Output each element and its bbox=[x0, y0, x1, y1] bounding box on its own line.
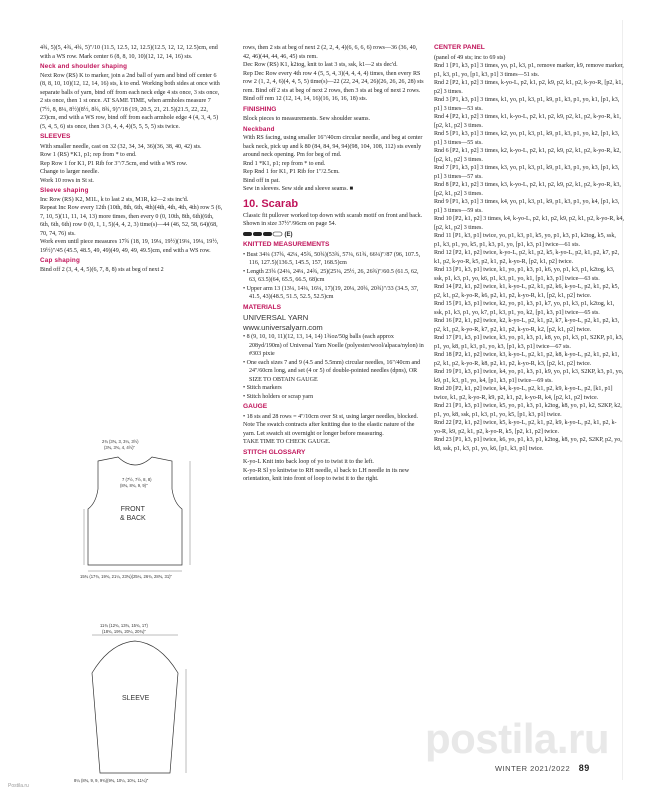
round-instruction: Rnd 3 [P1, k3, p1] 3 times, k1, yo, p1, k3, p1, k9, p1, k3, p1, yo, k1, [p1, k3, p1] 3 times—53 sts. bbox=[434, 97, 620, 112]
paragraph-cap-rows: rows, then 2 sts at beg of next 2 (2, 2, 4, 4)(6, 6, 6, 6) rows—36 (36, 40, 42, 46)(44, 44, 46, 45) sts rem. bbox=[243, 45, 418, 60]
yarn-brand: UNIVERSAL YARN bbox=[243, 313, 309, 322]
heading-gauge: GAUGE bbox=[243, 403, 268, 410]
paragraph-gauge-note: Note The swatch contracts after knitting due to the elastic nature of the yarn. Let swatch sit overnight or longer before measuring. bbox=[243, 422, 415, 437]
paragraph-finishing: Block pieces to measurements. Sew shoulder seams. bbox=[243, 116, 370, 122]
round-instruction: Rnd 13 [P1, k3, p1] twice, k1, yo, p1, k3, p1, k6, yo, p1, k3, p1, k2tog, k3, ssk, p1, k3, p1, yo, k6, p1, k3, p1, yo, k1, [p1, k3, p1] twice—63 sts. bbox=[434, 267, 615, 282]
round-instruction: Rnd 5 [P1, k3, p1] 3 times, k2, yo, p1, k3, p1, k9, p1, k3, p1, yo, k2, [p1, k3, p1] 3 times—55 sts. bbox=[434, 131, 620, 146]
material-needles: • One each sizes 7 and 9 (4.5 and 5.5mm) circular needles, 16"/40cm and 24"/60cm long, and set (4 or 5) of double-pointed needles (dpns), OR SIZE TO OBTAIN GAUGE bbox=[243, 359, 421, 383]
material-yarn: • 8 (9, 10, 10, 11)(12, 13, 14, 14) 1¾oz/50g balls (each approx 208yd/190m) of Universal Yarn Noelle (polyester/wool/alpaca/nylon) in #303 pixie bbox=[243, 334, 424, 357]
corner-note: Postila.ru bbox=[8, 783, 29, 789]
heading-cap-shaping: Cap shaping bbox=[40, 257, 80, 264]
neck-measure-2: (8¾, 8¾, 9, 9)" bbox=[120, 483, 148, 488]
paragraph-inc-row: Inc Row (RS) K2, M1L, k to last 2 sts, M1R, k2—2 sts inc'd. bbox=[40, 196, 189, 203]
round-instruction: Rnd 21 [P1, k3, p1] twice, k5, yo, p1, k3, p1, k2tog, k8, yo, p1, k2, S2KP, k2, p1, yo, k8, ssk, p1, k3, p1, yo, k5, [p1, k3, p1] twice. bbox=[434, 403, 622, 418]
measure-length: • Length 23¾ (24¼, 24¼, 24¾, 25)(25¼, 25½, 26, 26¾)"/60.5 (61.5, 62, 63, 63.5)(64, 65.5, 66.5, 68)cm bbox=[243, 268, 419, 283]
paragraph-repeat-inc: Repeat Inc Row every 12th (10th, 8th, 6th, 4th)(4th, 4th, 4th, 4th) row 5 (6, 7, 10, 5)(11, 11, 14, 13) more times, then every 0 (0, 10th, 8th, 6th)(6th, 6th, 6th, 6th) row 0 (0, 1, 1, 5)(4, 4, 2, 3) time(s)—44 (46, 52, 58, 64)(68, 70, 74, 76) sts. bbox=[40, 205, 223, 237]
heading-neckband: Neckband bbox=[243, 125, 275, 133]
paragraph-sew: Sew in sleeves. Sew side and sleeve seams. ■ bbox=[243, 186, 354, 192]
heading-materials: MATERIALS bbox=[243, 303, 281, 311]
measure-bust: • Bust 34¼ (37¾, 42¼, 45¾, 50¾)(53¾, 57¼, 61¾, 66¼)"/87 (96, 107.5, 116, 127.5)(136.5, 145.5, 157, 168.5)cm bbox=[243, 251, 421, 266]
paragraph-intro: 4¾, 5)(5, 4¾, 4¾, 5)"/10 (11.5, 12.5, 12, 12.5)(12.5, 12, 12, 12.5)cm, end with a WS row. Mark center 6 (8, 8, 10, 10)(12, 12, 14, 16) sts. bbox=[40, 45, 218, 60]
paragraph-rep-rnd: Rep Rnd 1 for K1, P1 Rib for 1"/2.5cm. bbox=[243, 169, 340, 175]
paragraph-bind-pat: Bind off in pat. bbox=[243, 177, 280, 184]
column-left bbox=[40, 44, 223, 274]
paragraph-dec-row: Dec Row (RS) K1, k2tog, knit to last 3 sts, ssk, k1—2 sts dec'd. bbox=[243, 62, 398, 68]
sleeve-label: SLEEVE bbox=[122, 695, 150, 702]
front-back-label: FRONT & BACK bbox=[120, 506, 146, 522]
heading-sleeves: SLEEVES bbox=[40, 133, 71, 140]
paragraph-sleeves-rib: Rep Row 1 for K1, P1 Rib for 3"/7.5cm, end with a WS row. bbox=[40, 160, 188, 167]
footer-season: WINTER 2021/2022 bbox=[495, 764, 571, 773]
material-holders: • Stitch holders or scrap yarn bbox=[243, 393, 314, 400]
paragraph-take-time: TAKE TIME TO CHECK GAUGE. bbox=[243, 439, 331, 445]
sleeve-outline bbox=[92, 641, 178, 773]
column-right bbox=[434, 44, 624, 453]
sleeve-top-measure-1: 11¾ (12¾, 13¾, 15¾, 17) bbox=[100, 623, 148, 628]
round-instruction: Rnd 16 [P2, k1, p2] twice, k2, k-yo-L, p2, k1, p2, k7, k-yo-L, p2, k1, p2, k3, p2, k1, p2, k-yo-R, k7, p2, k1, p2, k-yo-R, k2, [p2, k1, p2] twice. bbox=[434, 318, 620, 333]
round-instruction: Rnd 6 [P2, k1, p2] 3 times, k2, k-yo-L, p2, k1, p2, k9, p2, k1, p2, k-yo-R, k2, [p2, k1, p2] 3 times. bbox=[434, 148, 621, 163]
round-list bbox=[434, 62, 624, 453]
sleeve-top-measure-2: (18¾, 19¾, 20¼, 20¾)" bbox=[102, 629, 146, 634]
yarn-url[interactable]: www.universalyarn.com bbox=[243, 323, 323, 332]
skill-level-bars-icon bbox=[243, 231, 283, 237]
round-instruction: Rnd 23 [P1, k3, p1] twice, k6, yo, p1, k3, p1, k2tog, k8, yo, p2, S2KP, p2, yo, k8, ssk, p1, k3, p1, yo, k6, [p1, k3, p1] twice. bbox=[434, 437, 622, 452]
paragraph-bind-rem: Bind off rem 12 (12, 14, 14, 16)(16, 16, 16, 18) sts. bbox=[243, 96, 368, 102]
skill-level-label: (E) bbox=[284, 231, 293, 238]
heading-finishing: FINISHING bbox=[243, 105, 277, 113]
paragraph-gauge: • 18 sts and 28 rows = 4"/10cm over St st, using larger needles, blocked. bbox=[243, 413, 418, 420]
round-instruction: Rnd 18 [P2, k1, p2] twice, k3, k-yo-L, p2, k1, p2, k8, k-yo-L, p2, k1, p2, k1, p2, k1, p2, k-yo-R, k8, p2, k1, p2, k-yo-R, k3, [p2, k1, p2] twice. bbox=[434, 352, 620, 367]
measure-upper-arm: • Upper arm 13 (13¼, 14¼, 16¼, 17)(19, 20¼, 20¾, 20¾)"/33 (34.5, 37, 41.5, 43)(48.5, 51.5, 52.5, 52.5)cm bbox=[243, 285, 419, 300]
heading-neck-shaping: Neck and shoulder shaping bbox=[40, 63, 128, 70]
front-top-measure-1: 2¾ (3¾, 3, 3¼, 3½) bbox=[102, 439, 139, 444]
page-number: 89 bbox=[578, 763, 590, 773]
round-instruction: Rnd 22 [P2, k1, p2] twice, k5, k-yo-L, p2, k1, p2, k9, k-yo-L, p2, k1, p2, k-yo-R, k9, p2, k1, p2, k-yo-R, k5, [p2, k1, p2] twice. bbox=[434, 420, 617, 435]
paragraph-neck: Next Row (RS) K to marker, join a 2nd ball of yarn and bind off center 6 (8, 8, 10, 10)(12, 12, 14, 16) sts, k to end. Working both sides at once with separate balls of yarn, bind off from each neck edge 4 sts once, 3 sts once, 2 sts once, then 1 st once. AT SAME TIME, when armholes measure 7 (7½, 8, 8¼, 8½)(8½, 8¾, 8¾, 9)"/18 (19, 20.5, 21, 21.5)(21.5, 22, 22, 23)cm, end with a WS row, bind off from each armhole edge 4 (4, 3, 4, 5)(5, 4, 5, 6) sts once, then 3 (3, 4, 4, 4)(5, 5, 5, 5) sts twice. bbox=[40, 72, 220, 130]
round-instruction: Rnd 7 [P1, k3, p1] 3 times, k3, yo, p1, k3, p1, k9, p1, k3, p1, yo, k3, [p1, k3, p1] 3 times—57 sts. bbox=[434, 165, 620, 180]
round-instruction: Rnd 4 [P2, k1, p2] 3 times, k1, k-yo-L, p2, k1, p2, k9, p2, k1, p2, k-yo-R, k1, [p2, k1, p2] 3 times. bbox=[434, 114, 621, 129]
watermark-logo: postila.ru bbox=[425, 715, 610, 762]
round-instruction: Rnd 8 [P2, k1, p2] 3 times, k3, k-yo-L, p2, k1, p2, k9, p2, k1, p2, k-yo-R, k3, [p2, k1, p2] 3 times. bbox=[434, 182, 621, 197]
paragraph-sleeves-change: Change to larger needle. bbox=[40, 169, 99, 175]
front-bottom-measure: 15¾ (17¾, 19¾, 21¼, 23¾)(25¼, 26¾, 28¾, 31)" bbox=[80, 574, 173, 579]
paragraph-rnd1: Rnd 1 *K1, p1; rep from * to end. bbox=[243, 160, 326, 167]
heading-center-panel: CENTER PANEL bbox=[434, 44, 485, 51]
round-instruction: Rnd 15 [P1, k3, p1] twice, k2, yo, p1, k3, p1, k7, yo, p1, k3, p1, k2tog, k1, ssk, p1, k3, p1, yo, k7, p1, k3, p1, yo, k2, [p1, k3, p1] twice—65 sts. bbox=[434, 301, 615, 316]
paragraph-sleeves-st: Work 10 rows in St st. bbox=[40, 177, 94, 184]
paragraph-classic-fit: Classic fit pullover worked top down with scarab motif on front and back. Shown in size 37½"/96cm on page 54. bbox=[243, 212, 423, 227]
round-instruction: Rnd 1 [P1, k3, p1] 3 times, yo, p1, k3, p1, remove marker, k9, remove marker, p1, k3, p1, yo, [p1, k3, p1] 3 times—51 sts. bbox=[434, 63, 624, 78]
round-instruction: Rnd 2 [P2, k1, p2] 3 times, k-yo-L, p2, k1, p2, k9, p2, k1, p2, k-yo-R, [p2, k1, p2] 3 times. bbox=[434, 80, 623, 95]
round-instruction: Rnd 17 [P1, k3, p1] twice, k3, yo, p1, k3, p1, k8, yo, p1, k3, p1, S2KP, p1, k3, p1, yo, k8, p1, k3, p1, yo, k3, [p1, k3, p1] twice—67 sts. bbox=[434, 335, 624, 350]
round-instruction: Rnd 10 [P2, k1, p2] 3 times, k4, k-yo-L, p2, k1, p2, k9, p2, k1, p2, k-yo-R, k4, [p2, k1, p2] 3 times. bbox=[434, 216, 624, 231]
sleeve-bottom-measure: 8¼ (8¾, 9, 9, 9¾)(9¾, 10¼, 10¼, 11¼)" bbox=[74, 778, 149, 783]
page-footer bbox=[495, 763, 590, 773]
glossary-k-yo-r: K-yo-R Sl yo knitwise to RH needle, sl back to LH needle in its new orientation, knit into front of loop to twist it to the right. bbox=[243, 467, 410, 482]
round-instruction: Rnd 20 [P2, k1, p2] twice, k4, k-yo-L, p2, k1, p2, k9, k-yo-L, p2, [k1, p1] twice, k1, p2, k-yo-R, k9, p2, k1, p2, k-yo-R, k4, [p2, k1, p2] twice. bbox=[434, 386, 613, 401]
material-markers: • Stitch markers bbox=[243, 385, 282, 391]
pattern-title: 10. Scarab bbox=[243, 197, 299, 210]
neck-measure-1: 7 (7½, 7½, 8, 8) bbox=[122, 477, 152, 482]
heading-knitted-measurements: KNITTED MEASUREMENTS bbox=[243, 241, 330, 248]
paragraph-sleeves-row1: Row 1 (RS) *K1, p1; rep from * to end. bbox=[40, 152, 137, 158]
round-instruction: Rnd 19 [P1, k3, p1] twice, k4, yo, p1, k3, p1, k9, yo, p1, k3, S2KP, k3, p1, yo, k9, p1, k3, p1, yo, k4, [p1, k3, p1] twice—69 sts. bbox=[434, 369, 624, 384]
round-instruction: Rnd 9 [P1, k3, p1] 3 times, k4, yo, p1, k3, p1, k9, p1, k3, p1, yo, k4, [p1, k3, p1] 3 times—59 sts. bbox=[434, 199, 620, 214]
page-edge bbox=[622, 20, 660, 780]
skill-level bbox=[243, 231, 425, 240]
round-instruction: Rnd 11 [P1, k3, p1] twice, yo, p1, k3, p1, k5, yo, p1, k3, p1, k2tog, k5, ssk, p1, k3, p1, yo, k5, p1, k3, p1, yo, [p1, k3, p1] twice—61 sts. bbox=[434, 233, 616, 248]
paragraph-cap: Bind off 2 (3, 4, 4, 5)(6, 7, 8, 8) sts at beg of next 2 bbox=[40, 266, 164, 273]
schematics bbox=[40, 433, 230, 793]
paragraph-sleeves-cast: With smaller needle, cast on 32 (32, 34, 34, 36)(36, 38, 40, 42) sts. bbox=[40, 143, 202, 150]
column-middle bbox=[243, 44, 425, 484]
front-top-measure-2: (3¾, 3¾, 4, 4½)" bbox=[104, 445, 136, 450]
paragraph-dec-repeat: Rep Dec Row every 4th row 4 (5, 5, 4, 3)(4, 4, 4, 4) times, then every RS row 2 (1, 2, 4, 6)(4, 4, 5, 5) time(s)—22 (22, 24, 24, 26)(26, 26, 26, 28) sts rem. Bind off 2 sts at beg of next 2 rows, then 3 sts at beg of next 2 rows. bbox=[243, 70, 424, 94]
round-instruction: Rnd 12 [P2, k1, p2] twice, k-yo-L, p2, k1, p2, k5, k-yo-L, p2, k1, p2, k7, p2, k1, p2, k-yo-R, k5, p2, k1, p2, k-yo-R, [p2, k1, p2] twice. bbox=[434, 250, 620, 265]
glossary-k-yo-l: K-yo-L Knit into back loop of yo to twist it to the left. bbox=[243, 459, 374, 465]
heading-stitch-glossary: STITCH GLOSSARY bbox=[243, 448, 306, 456]
paragraph-neckband: With RS facing, using smaller 16"/40cm circular needle, and beg at center back neck, pick up and k 80 (84, 84, 94, 94)(98, 104, 108, 112) sts evenly around neck opening. Pm for beg of rnd. bbox=[243, 135, 423, 158]
round-instruction: Rnd 14 [P2, k1, p2] twice, k1, k-yo-L, p2, k1, p2, k6, k-yo-L, p2, k1, p2, k5, p2, k1, p2, k-yo-R, k6, p2, k1, p2, k-yo-R, k1, [p2, k1, p2] twice. bbox=[434, 284, 620, 299]
paragraph-panel-count: (panel of 49 sts; inc to 69 sts) bbox=[434, 54, 506, 61]
heading-sleeve-shaping: Sleeve shaping bbox=[40, 187, 89, 194]
paragraph-work-even: Work even until piece measures 17¾ (18, 19, 19¼, 19½)(19¼, 19¼, 19½, 19½)"/45 (45.5, 48.5, 49, 49)(49, 49, 49, 49.5)cm, end with a WS row. bbox=[40, 239, 219, 254]
